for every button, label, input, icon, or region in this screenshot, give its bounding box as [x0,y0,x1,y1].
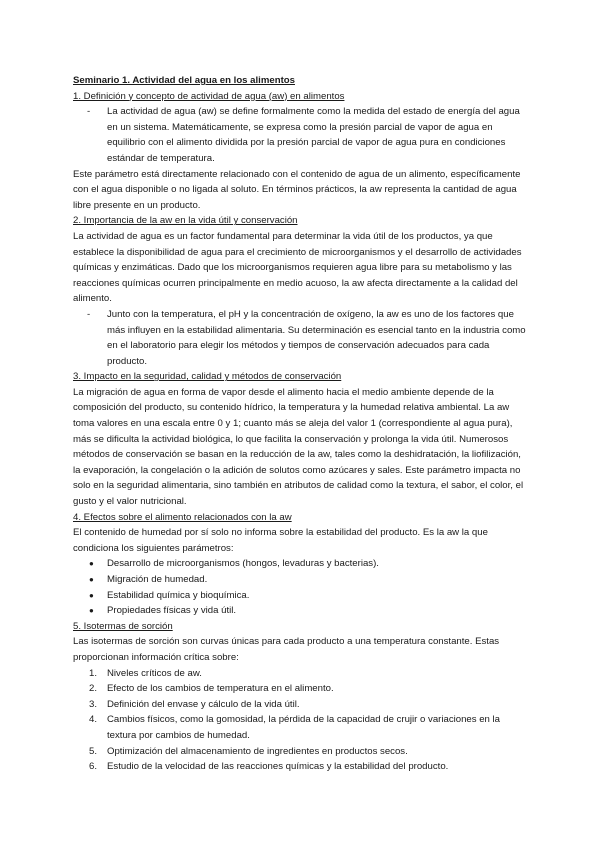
document-body [73,73,528,775]
list-item-text: Efecto de los cambios de temperatura en el alimento. [107,683,334,695]
list-item-text: Junto con la temperatura, el pH y la concentración de oxígeno, la aw es uno de los factores que más influyen en la estabilidad alimentaria. Su determinación es esencial tanto en la industria como en el laboratorio para elegir los métodos y tiempos de conservación adecuados para cada producto. [107,308,526,367]
bullet-icon: ● [89,606,94,616]
list-item-text: Propiedades físicas y vida útil. [107,605,237,617]
section-paragraph-5: Las isotermas de sorción son curvas únicas para cada producto a una temperatura constante. Estas proporcionan información crítica sobre: [73,636,500,663]
list-number: 4. [89,714,98,726]
list-number: 3. [89,698,98,710]
bullet-icon: ● [89,575,94,584]
dash-list-1 [73,104,528,166]
bullet-list-item [73,588,528,604]
section-heading-5: 5. Isotermas de sorción [73,620,173,632]
dash-list-2 [73,307,528,369]
list-item-text: Estudio de la velocidad de las reacciones químicas y la estabilidad del producto. [107,761,449,773]
list-number: 6. [89,761,98,773]
list-item-text: La actividad de agua (aw) se define formalmente como la medida del estado de energía del agua en un sistema. Matemáticamente, se expresa como la presión parcial de vapor de agua en equilibrio con el alimento dividida por la presión parcial de vapor de agua pura en condiciones estándar de temperatura. [107,106,520,164]
bullet-icon: ● [89,559,94,569]
numbered-list-item [73,759,528,775]
numbered-list [73,666,528,775]
list-item-text: Optimización del almacenamiento de ingredientes en productos secos. [107,745,408,757]
dash-list-item [73,307,528,369]
section-heading-2: 2. Importancia de la aw en la vida útil y conservación [73,215,298,227]
document-title: Seminario 1. Actividad del agua en los alimentos [73,75,295,86]
list-item-text: Desarrollo de microorganismos (hongos, levaduras y bacterias). [107,558,379,570]
bullet-list-item [73,603,528,619]
bullet-list-item [73,572,528,588]
numbered-list-item [73,681,528,697]
section-paragraph-1: Este parámetro está directamente relacionado con el contenido de agua de un alimento, específicamente con el agua disponible o no ligada al soluto. En términos prácticos, la aw representa la cantidad de agua libre presente en un producto. [73,168,521,211]
list-item-text: Estabilidad química y bioquímica. [107,589,250,601]
numbered-list-item [73,744,528,760]
list-item-text: Niveles críticos de aw. [107,667,202,679]
bullet-list [73,556,528,618]
list-item-text: Definición del envase y cálculo de la vida útil. [107,698,300,710]
numbered-list-item [73,697,528,713]
bullet-list-item [73,556,528,572]
dash-marker: - [87,106,91,118]
section-paragraph-3: La migración de agua en forma de vapor desde el alimento hacia el medio ambiente depende de la composición del producto, su contenido hídrico, la temperatura y la humedad relativa ambiental. La aw toma valores en una escala entre 0 y 1; cuanto más se aleja del valor 1 (correspondiente al agua pura), más se dificulta la actividad biológica, lo que facilita la conservación y prolonga la vida útil. Numerosos métodos de conservación se basan en la reducción de la aw, tales como la deshidratación, la liofilización, la evaporación, la congelación o la adición de solutos como azúcares y sales. Este parámetro impacta no solo en la seguridad alimentaria, sino también en atributos de calidad como la textura, el sabor, el color, el gusto y el valor nutricional. [73,386,524,508]
section-paragraph-2: La actividad de agua es un factor fundamental para determinar la vida útil de los productos, ya que establece la disponibilidad de agua para el crecimiento de microorganismos y el desarrollo de actividades químicas y enzimáticas. Dado que los microorganismos requieren agua libre para su metabolismo y las reacciones químicas ocurren principalmente en medio acuoso, la aw afecta directamente a la calidad del alimento. [73,230,522,305]
list-item-text: Migración de humedad. [107,574,208,585]
section-paragraph-4: El contenido de humedad por sí solo no informa sobre la estabilidad del producto. Es la aw la que condiciona los siguientes parámetros: [73,527,488,554]
dash-list-item [73,104,528,166]
bullet-icon: ● [89,590,94,600]
section-heading-3: 3. Impacto en la seguridad, calidad y métodos de conservación [73,371,342,383]
list-number: 1. [89,667,98,679]
list-number: 5. [89,745,98,757]
numbered-list-item [73,666,528,682]
numbered-list-item [73,712,528,743]
section-heading-4: 4. Efectos sobre el alimento relacionados con la aw [73,511,292,523]
section-heading-1: 1. Definición y concepto de actividad de agua (aw) en alimentos [73,90,345,102]
list-number: 2. [89,683,98,695]
list-item-text: Cambios físicos, como la gomosidad, la pérdida de la capacidad de crujir o variaciones en la textura por cambios de humedad. [107,714,501,741]
dash-marker: - [87,308,91,320]
